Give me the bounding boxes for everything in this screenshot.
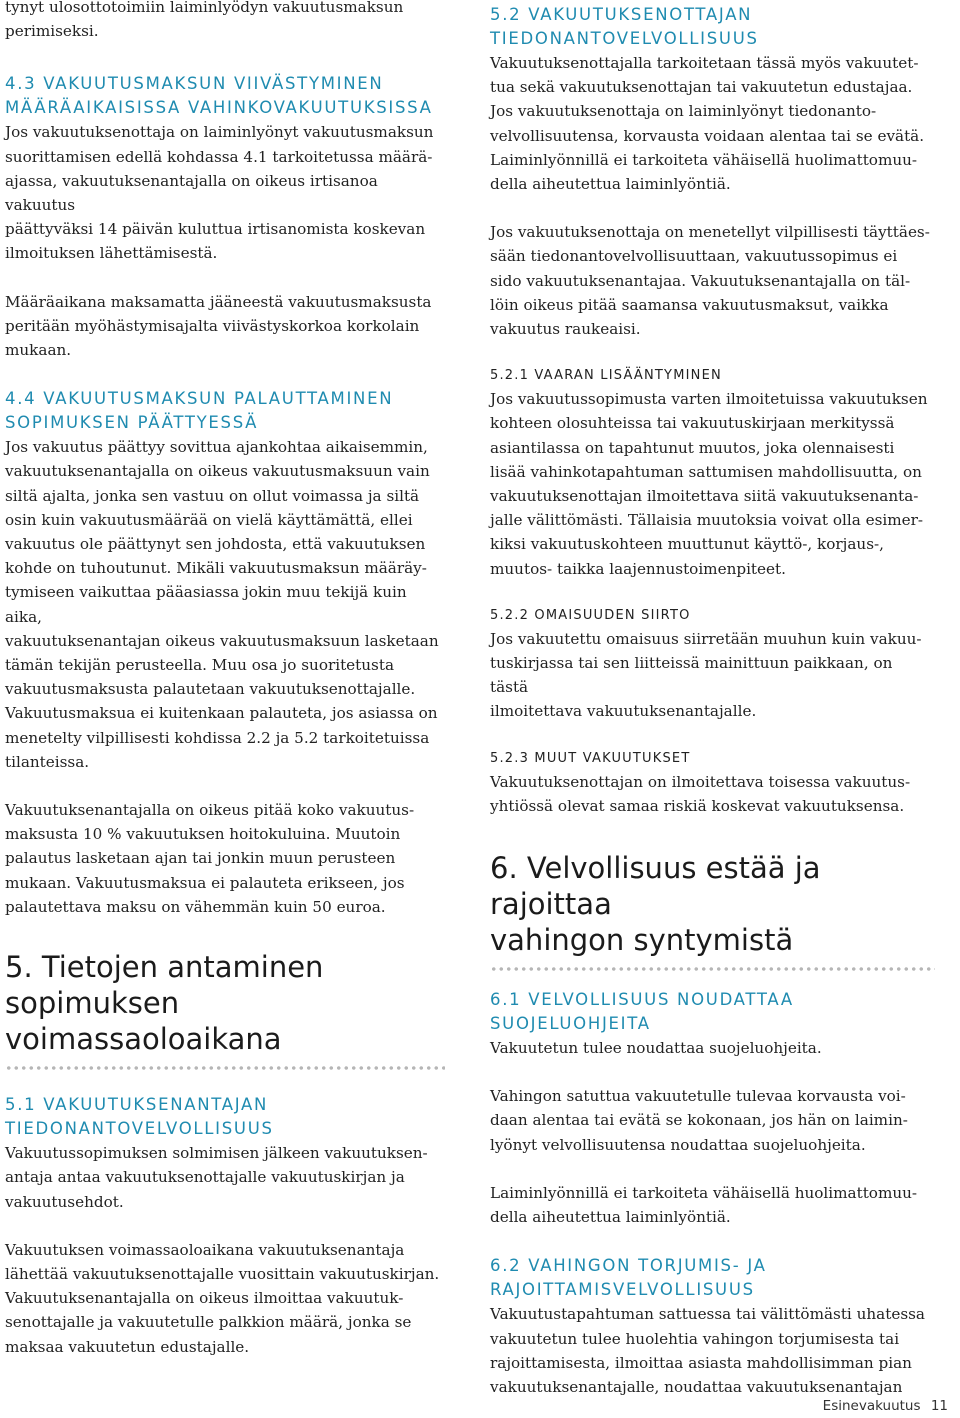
left-column: [5, 0, 445, 1359]
paragraph-4-4-b: Vakuutuksenantajalla on oikeus pitää koko vakuutus- maksusta 10 % vakuutuksen hoitokuluina. Muutoin palautus lasketaan ajan tai jonkin muun perusteen mukaan. Vakuutusmaksua ei palauteta erikseen, jos palautettava maksu on vähemmän kuin 50 euroa.: [5, 801, 415, 916]
page-footer: [823, 1398, 948, 1414]
paragraph-5-1-b: Vakuutuksen voimassaoloaikana vakuutuksenantaja lähettää vakuutuksenottajalle vuosittain vakuutuskirjan. Vakuutuksenantajalla on oikeus ilmoittaa vakuutuk- senottajalle ja vakuutetulle palkkion määrä, jonka se maksaa vakuutetun edustajalle.: [5, 1240, 440, 1356]
paragraph-5-1-a: Vakuutussopimuksen solmimisen jälkeen vakuutuksen- antaja antaa vakuutuksenottajalle vakuutuskirjan ja vakuutusehdot.: [5, 1144, 428, 1211]
heading-5: 5. Tietojen antaminen sopimuksen voimassaoloaikana: [5, 950, 324, 1057]
heading-4-3: 4.3 VAKUUTUSMAKSUN VIIVÄSTYMINEN MÄÄRÄAIKAISISSA VAHINKOVAKUUTUKSISSA: [5, 74, 433, 118]
heading-5-2-2: 5.2.2 OMAISUUDEN SIIRTO: [490, 607, 691, 623]
paragraph-6-1-a: Vakuutetun tulee noudattaa suojeluohjeita.: [490, 1039, 822, 1058]
paragraph-5-2-1: Jos vakuutussopimusta varten ilmoitetuissa vakuutuksen kohteen olosuhteissa tai vakuutuskirjaan merkityssä asiantilassa on tapahtunut muutos, joka olennaisesti lisää vahinkotapahtuman sattumisen mahdollisuutta, on vakuutuksenottajan ilmoitettava siitä vakuutuksenanta- jalle välittömästi. Tällaisia muutoksia voivat olla esimer- kiksi vakuutuskohteen muuttunut käyttö-, korjaus-, muutos- taikka laajennustoimenpiteet.: [490, 390, 928, 578]
paragraph-4-4-a: Jos vakuutus päättyy sovittua ajankohtaa aikaisemmin, vakuutuksenantajalla on oikeus vakuutusmaksuun vain siltä ajalta, jonka sen vastuu on ollut voimassa ja siltä osin kuin vakuutusmäärää on vielä käyttämättä, ellei vakuutus ole päättynyt sen johdosta, että vakuutuksen kohde on tuhoutunut. Mikäli vakuutusmaksun määräy- tymiseen vaikuttaa pääasiassa jokin muu tekijä kuin aika, vakuutuksenantajan oikeus vakuutusmaksuun lasketaan tämän tekijän perusteella. Muu osa jo suoritetusta vakuutusmaksusta palautetaan vakuutuksenottajalle. Vakuutusmaksua ei kuitenkaan palauteta, jos asiassa on menetelty vilpillisesti kohdissa 2.2 ja 5.2 tarkoitetuissa tilanteissa.: [5, 438, 439, 771]
heading-6: 6. Velvollisuus estää ja rajoittaa vahingon syntymistä: [490, 851, 821, 958]
paragraph-4-3-b: Määräaikana maksamatta jääneestä vakuutusmaksusta peritään myöhästymisajalta viivästyskorkoa korkolain mukaan.: [5, 292, 432, 360]
heading-5-2: 5.2 VAKUUTUKSENOTTAJAN TIEDONANTOVELVOLLISUUS: [490, 5, 759, 48]
heading-5-1: 5.1 VAKUUTUKSENANTAJAN TIEDONANTOVELVOLLISUUS: [5, 1095, 274, 1139]
paragraph-5-2-2: Jos vakuutettu omaisuus siirretään muuhun kuin vakuu- tuskirjassa tai sen liitteissä mainittuun paikkaan, on tästä ilmoitettava vakuutuksenantajalle.: [490, 629, 922, 721]
heading-4-4: 4.4 VAKUUTUSMAKSUN PALAUTTAMINEN SOPIMUKSEN PÄÄTTYESSÄ: [5, 389, 394, 433]
paragraph-6-2: Vakuutustapahtuman sattuessa tai välittömästi uhatessa vakuutetun tulee huolehtia vahingon torjumisesta tai rajoittamisesta, ilmoittaa asiasta mahdollisimman pian vakuutuksenantajalle, noudattaa vakuutuksenantajan: [490, 1305, 925, 1396]
heading-6-1: 6.1 VELVOLLISUUS NOUDATTAA SUOJELUOHJEITA: [490, 990, 794, 1034]
paragraph-5-2-a: Vakuutuksenottajalla tarkoitetaan tässä myös vakuutet- tua sekä vakuutuksenottajan tai vakuutetun edustajaa. Jos vakuutuksenottaja on laiminlyönyt tiedonanto- velvollisuutensa, korvausta voidaan alentaa tai se evätä. Laiminlyönnillä ei tarkoiteta vähäisellä huolimattomuu- della aiheutettua laiminlyöntiä.: [490, 54, 925, 194]
paragraph-6-1-b: Vahingon satuttua vakuutetulle tulevaa korvausta voi- daan alentaa tai evätä se kokonaan, jos hän on laimin- lyönyt velvollisuutensa noudattaa suojeluohjeita.: [490, 1087, 908, 1154]
paragraph-4-3-a: Jos vakuutuksenottaja on laiminlyönyt vakuutusmaksun suorittamisen edellä kohdassa 4.1 tarkoitetussa määrä- ajassa, vakuutuksenantajalla on oikeus irtisanoa vakuutus päättyväksi 14 päivän kuluttua irtisanomista koskevan ilmoituksen lähettämisestä.: [5, 123, 434, 263]
heading-5-2-1: 5.2.1 VAARAN LISÄÄNTYMINEN: [490, 368, 722, 384]
footer-label: Esinevakuutus: [822, 1398, 921, 1414]
paragraph-5-2-3: Vakuutuksenottajan on ilmoitettava toisessa vakuutus- yhtiössä olevat samaa riskiä koskevat vakuutuksensa.: [490, 772, 911, 815]
heading-5-2-3: 5.2.3 MUUT VAKUUTUKSET: [490, 750, 691, 766]
right-column: [490, 0, 935, 1399]
page-number: 11: [930, 1398, 948, 1414]
paragraph-6-1-c: Laiminlyönnillä ei tarkoiteta vähäisellä huolimattomuu- della aiheutettua laiminlyöntiä.: [490, 1183, 918, 1227]
intro-paragraph: tynyt ulosottotoimiin laiminlyödyn vakuutusmaksun perimiseksi.: [5, 0, 404, 41]
paragraph-5-2-b: Jos vakuutuksenottaja on menetellyt vilpillisesti täyttäes- sään tiedonantovelvollisuuttaan, vakuutussopimus ei sido vakuutuksenantajaa. Vakuutuksenantajalla on täl- löin oikeus pitää saamansa vakuutusmaksut, vaikka vakuutus raukeaisi.: [490, 223, 930, 339]
heading-6-2: 6.2 VAHINGON TORJUMIS- JA RAJOITTAMISVELVOLLISUUS: [490, 1256, 767, 1300]
